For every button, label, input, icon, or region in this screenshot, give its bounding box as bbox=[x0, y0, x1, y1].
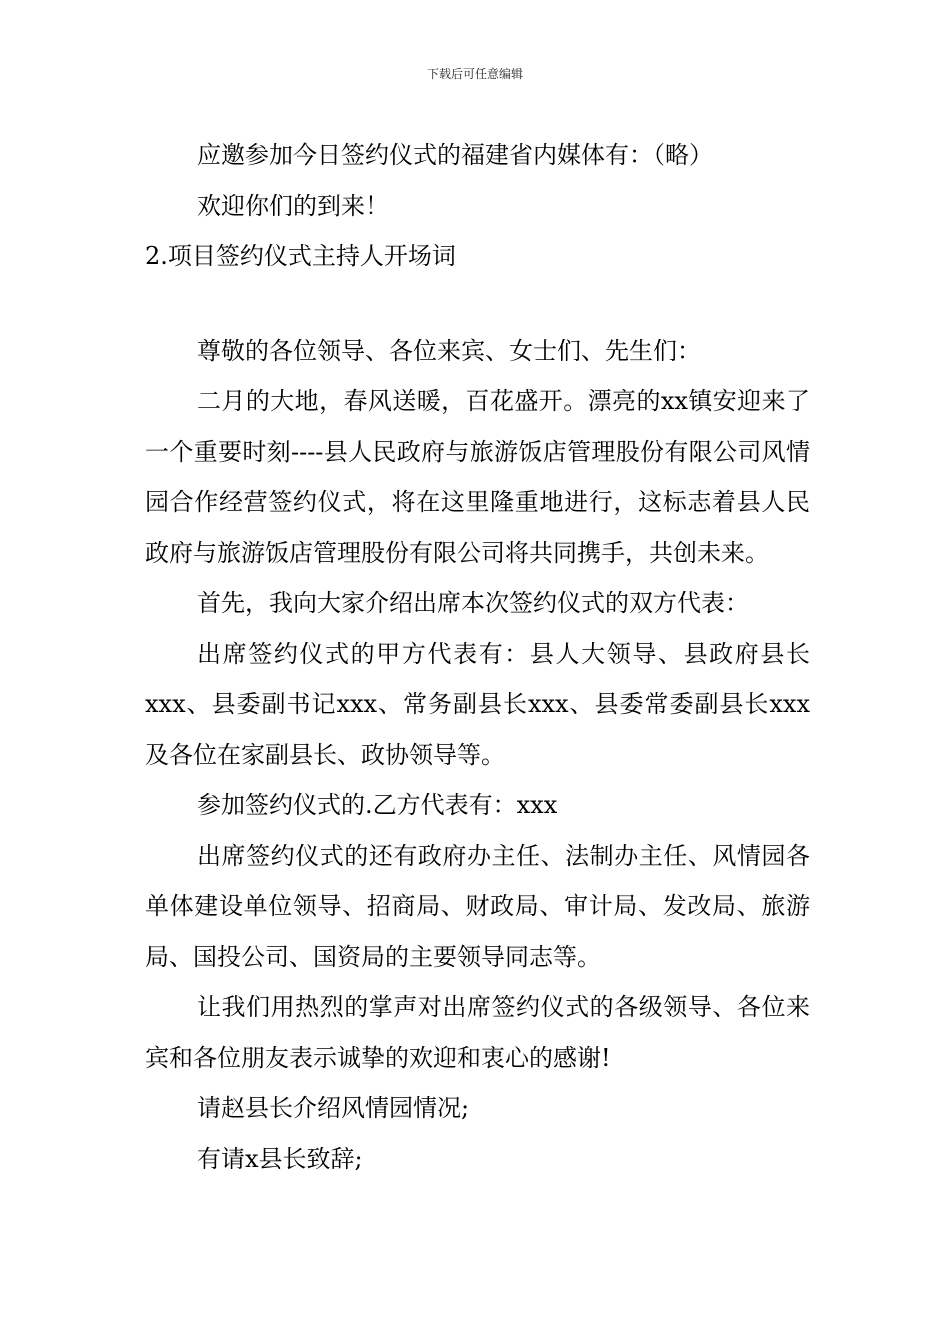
blank-gap bbox=[145, 282, 810, 326]
paragraph-party-b: 参加签约仪式的.乙方代表有：xxx bbox=[197, 791, 558, 819]
paragraph-party-a: 出席签约仪式的甲方代表有：县人大领导、县政府县长xxx、县委副书记xxx、常务副县长xxx、县委常委副县长xxx及各位在家副县长、政协领导等。 bbox=[145, 639, 810, 769]
paragraph-invite-speech: 有请x县长致辞; bbox=[197, 1144, 363, 1173]
paragraph-media: 应邀参加今日签约仪式的福建省内媒体有：（略） bbox=[197, 141, 713, 169]
paragraph-opening: 二月的大地，春风送暖，百花盛开。漂亮的xx镇安迎来了一个重要时刻----县人民政府与旅游饭店管理股份有限公司风情园合作经营签约仪式，将在这里隆重地进行，这标志着县人民政府与旅游饭店管理股份有限公司将共同携手，共创未来。 bbox=[145, 387, 810, 567]
section-heading: 2.项目签约仪式主持人开场词 bbox=[145, 242, 456, 270]
document-body bbox=[145, 130, 810, 1184]
paragraph-introduce: 首先，我向大家介绍出席本次签约仪式的双方代表： bbox=[197, 589, 749, 617]
paragraph-attendees: 出席签约仪式的还有政府办主任、法制办主任、风情园各单体建设单位领导、招商局、财政局、审计局、发改局、旅游局、国投公司、国资局的主要领导同志等。 bbox=[145, 841, 810, 971]
page-header-note: 下载后可任意编辑 bbox=[426, 67, 523, 81]
paragraph-applause: 让我们用热烈的掌声对出席签约仪式的各级领导、各位来宾和各位朋友表示诚挚的欢迎和衷心的感谢! bbox=[145, 993, 810, 1072]
paragraph-welcome: 欢迎你们的到来！ bbox=[197, 191, 389, 220]
paragraph-salutation: 尊敬的各位领导、各位来宾、女士们、先生们： bbox=[197, 336, 701, 365]
paragraph-invite-zhao: 请赵县长介绍风情园情况; bbox=[197, 1094, 470, 1122]
